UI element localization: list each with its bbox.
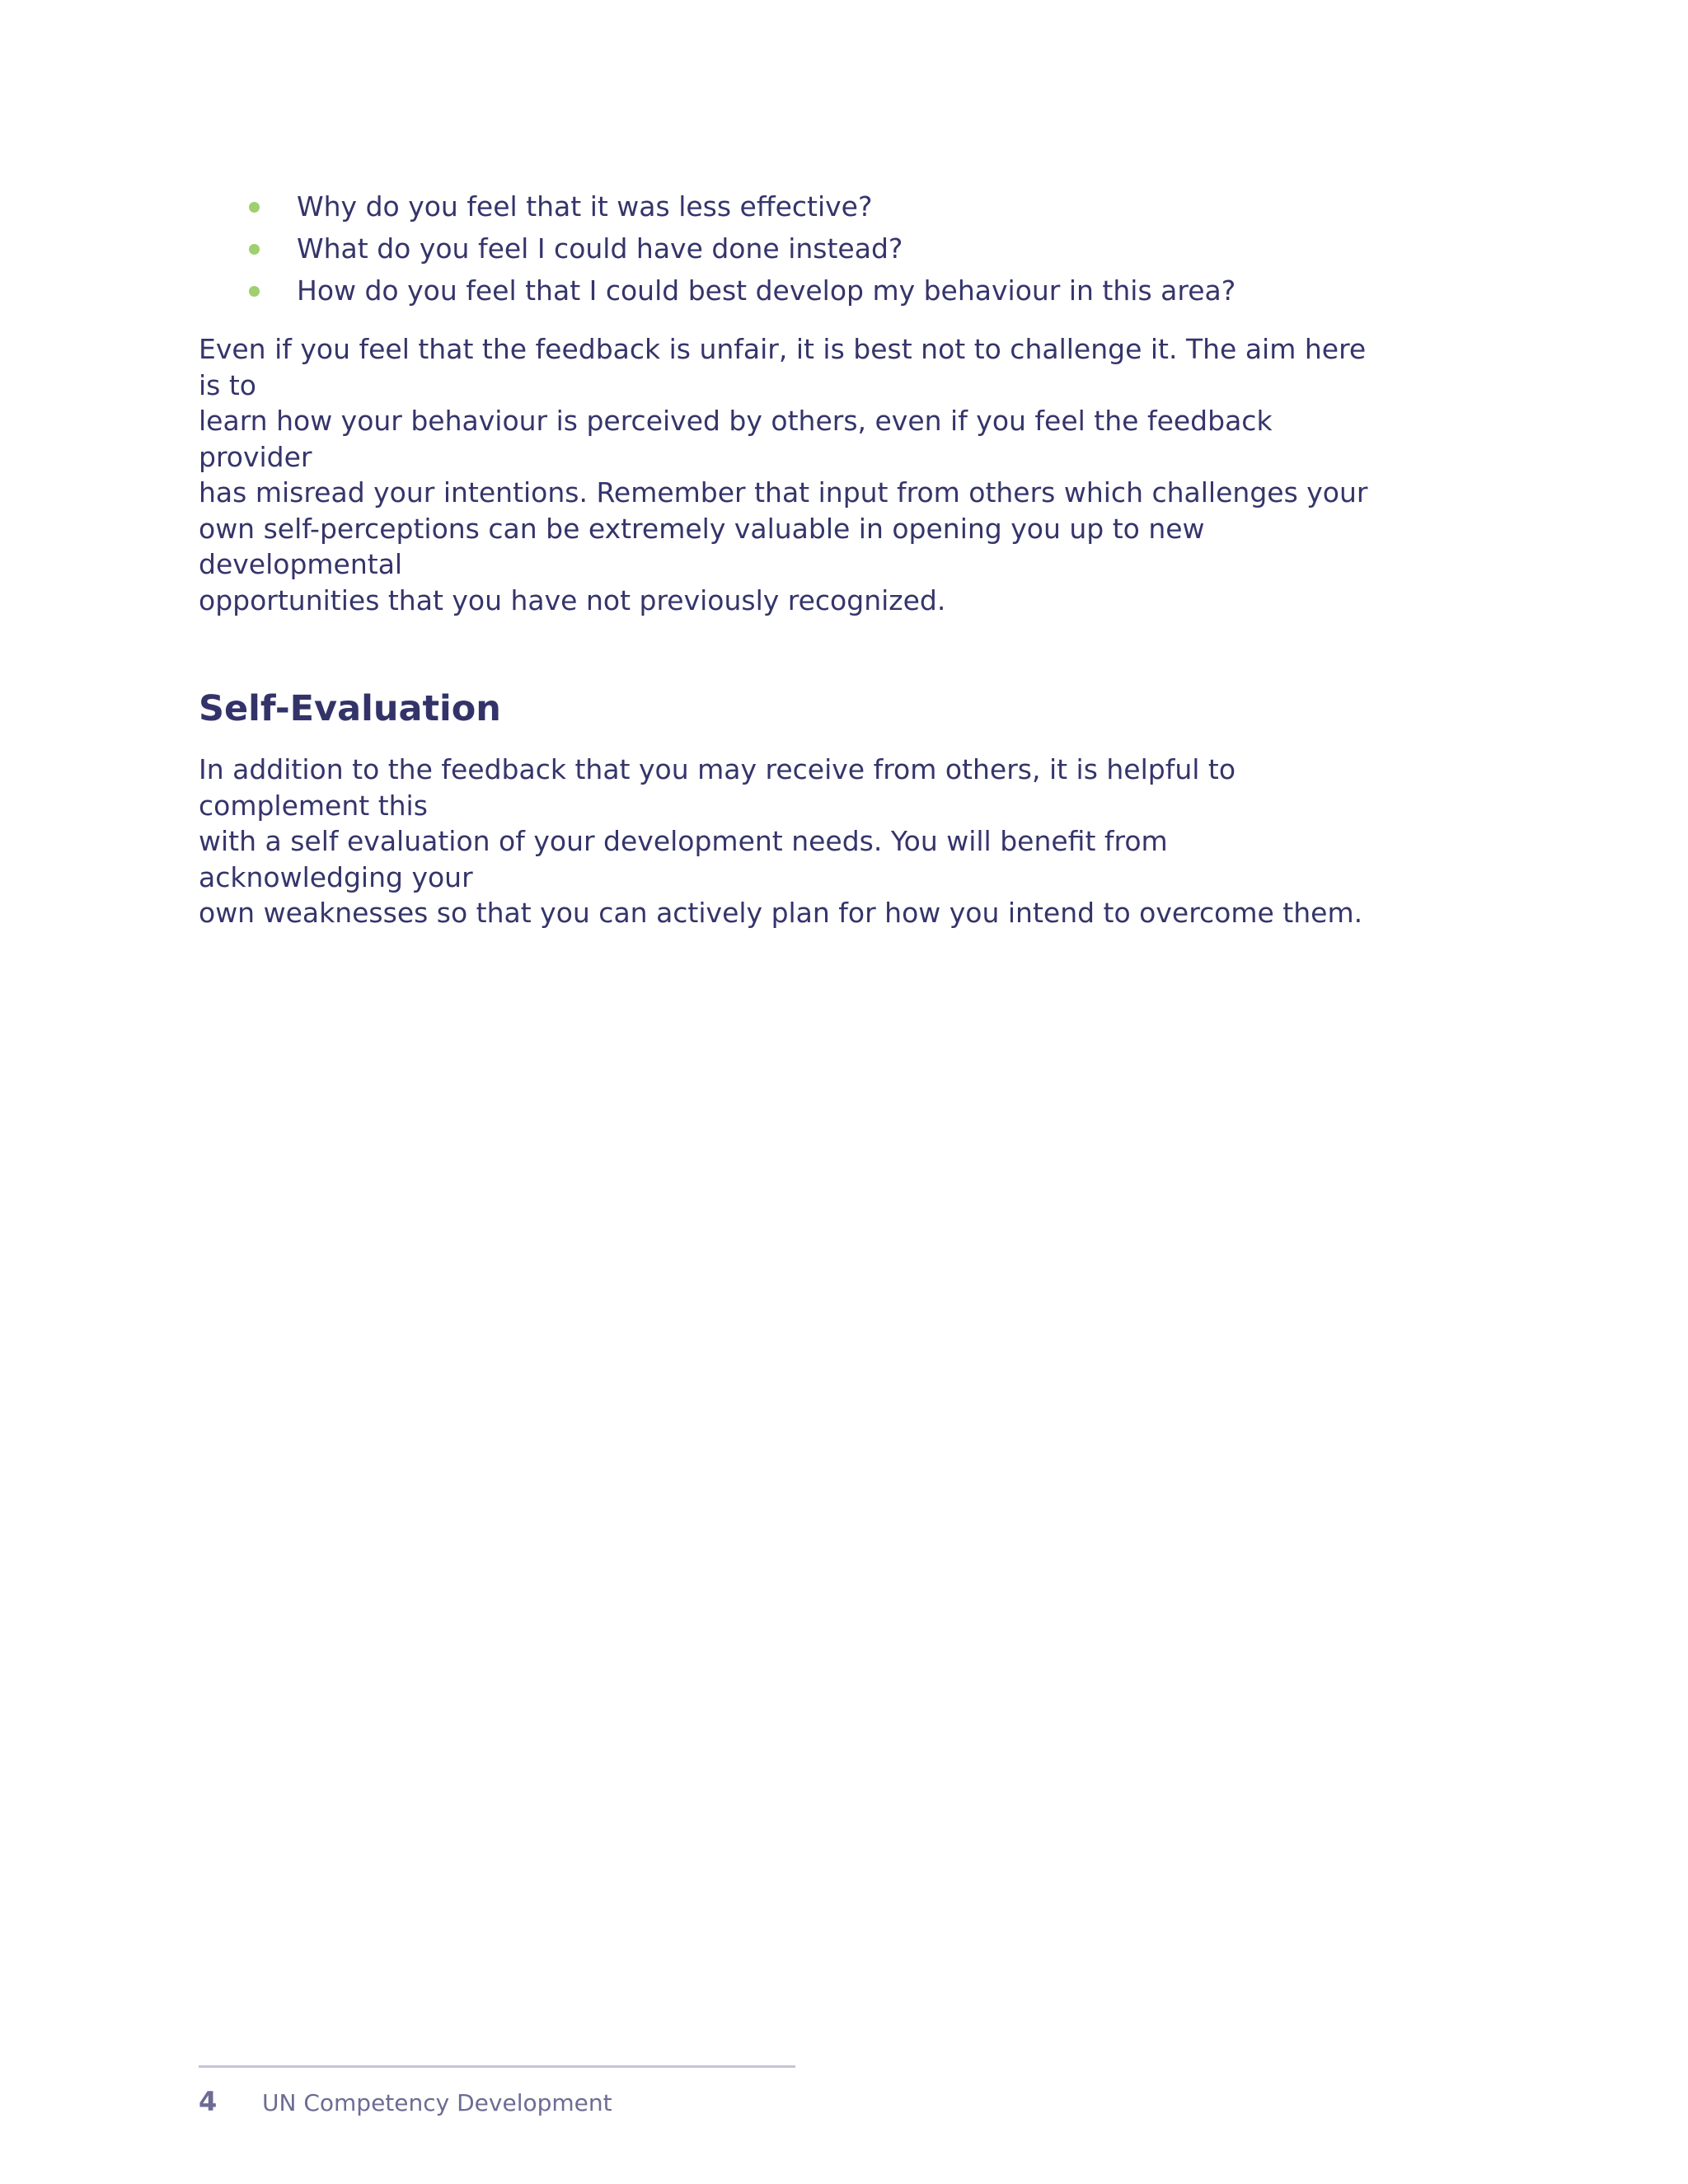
paragraph-line: own self-perceptions can be extremely valuable in opening you up to new developmental	[199, 512, 1205, 580]
bullet-icon	[249, 202, 260, 213]
list-item	[199, 227, 1377, 269]
paragraph-line: In addition to the feedback that you may receive from others, it is helpful to complement this	[199, 753, 1236, 822]
list-item	[199, 269, 1377, 312]
question-list	[199, 185, 1377, 312]
paragraph-line: learn how your behaviour is perceived by others, even if you feel the feedback provider	[199, 405, 1273, 473]
paragraph-line: Even if you feel that the feedback is unfair, it is best not to challenge it. The aim here is to	[199, 333, 1367, 401]
footer-divider	[199, 2065, 795, 2068]
list-item	[199, 185, 1377, 227]
bullet-icon	[249, 244, 260, 255]
paragraph-line: with a self evaluation of your development needs. You will benefit from acknowledging your	[199, 825, 1168, 893]
paragraph-line: opportunities that you have not previously recognized.	[199, 583, 946, 616]
feedback-paragraph	[199, 331, 1377, 618]
list-item-text: Why do you feel that it was less effective?	[297, 190, 873, 223]
list-item-text: How do you feel that I could best develop my behaviour in this area?	[297, 274, 1236, 307]
list-item-text: What do you feel I could have done instead?	[297, 232, 903, 265]
page-number: 4	[199, 2086, 218, 2117]
self-evaluation-paragraph	[199, 752, 1377, 931]
paragraph-line: own weaknesses so that you can actively plan for how you intend to overcome them.	[199, 897, 1363, 929]
page-content	[199, 185, 1377, 931]
section-heading: Self-Evaluation	[199, 688, 501, 729]
paragraph-line: has misread your intentions. Remember that input from others which challenges your	[199, 476, 1368, 509]
bullet-icon	[249, 286, 260, 297]
footer-title: UN Competency Development	[262, 2089, 612, 2116]
